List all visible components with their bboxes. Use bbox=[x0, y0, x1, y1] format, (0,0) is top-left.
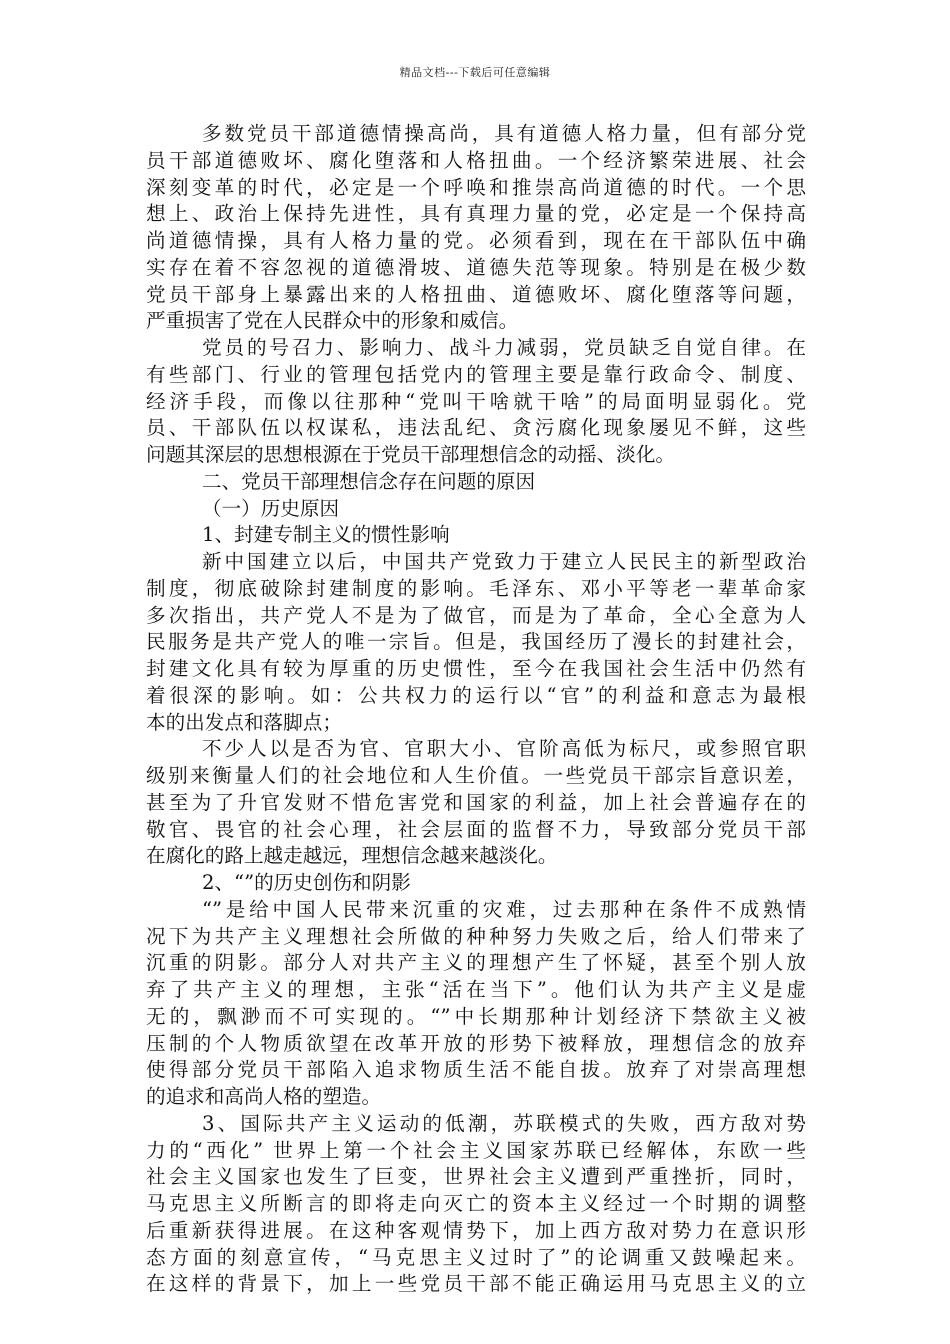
paragraph-line: 的追求和高尚人格的塑造。 bbox=[146, 1085, 382, 1108]
paragraph-first-line: 多数党员干部道德情操高尚，具有道德人格力量，但有部分党 bbox=[202, 122, 806, 145]
paragraph-first-line: 3、国际共产主义运动的低潮，苏联模式的失败，西方敌对势 bbox=[202, 1111, 806, 1135]
paragraph-line: 着很深的影响。如：公共权力的运行以“官”的利益和意志为最根 bbox=[146, 683, 806, 707]
paragraph-line: 封建文化具有较为厚重的历史惯性，至今在我国社会生活中仍然有 bbox=[146, 657, 806, 680]
paragraph-line: 问题其深层的思想根源在于党员干部理想信念的动摇、淡化。 bbox=[146, 443, 676, 466]
paragraph-line: 敬官、畏官的社会心理，社会层面的监督不力，导致部分党员干部 bbox=[146, 817, 806, 841]
paragraph-line: 力的“西化” 世界上第一个社会主义国家苏联已经解体，东欧一些 bbox=[146, 1138, 806, 1162]
paragraph-line: 民服务是共产党人的唯一宗旨。但是，我国经历了漫长的封建社会， bbox=[146, 630, 806, 654]
paragraph-line: 严重损害了党在人民群众中的形象和威信。 bbox=[146, 309, 519, 333]
paragraph-line: 在这样的背景下，加上一些党员干部不能正确运用马克思主义的立 bbox=[146, 1272, 806, 1296]
paragraph-line: 想上、政治上保持先进性，具有真理力量的党，必定是一个保持高 bbox=[146, 202, 806, 226]
paragraph-first-line: 不少人以是否为官、官职大小、官阶高低为标尺，或参照官职 bbox=[202, 737, 806, 761]
paragraph-line: 甚至为了升官发财不惜危害党和国家的利益，加上社会普遍存在的 bbox=[146, 790, 806, 814]
paragraph-first-line: （一）历史原因 bbox=[202, 496, 340, 520]
paragraph-first-line: “”是给中国人民带来沉重的灾难，过去那种在条件不成熟情 bbox=[202, 897, 806, 921]
paragraph-line: 在腐化的路上越走越远，理想信念越来越淡化。 bbox=[146, 844, 558, 868]
paragraph-line: 使得部分党员干部陷入追求物质生活不能自拔。放弃了对崇高理想 bbox=[146, 1058, 806, 1082]
paragraph-line: 本的出发点和落脚点； bbox=[146, 710, 342, 734]
paragraph-line: 沉重的阴影。部分人对共产主义的理想产生了怀疑，甚至个别人放 bbox=[146, 951, 806, 975]
paragraph-first-line: 新中国建立以后，中国共产党致力于建立人民民主的新型政治 bbox=[202, 550, 806, 573]
page-header: 精品文档---下载后可任意编辑 bbox=[399, 66, 551, 79]
paragraph-first-line: 二、党员干部理想信念存在问题的原因 bbox=[202, 469, 536, 493]
paragraph-line: 态方面的刻意宣传，“马克思主义过时了”的论调重又鼓噪起来。 bbox=[146, 1245, 806, 1269]
paragraph-line: 制度，彻底破除封建制度的影响。毛泽东、邓小平等老一辈革命家 bbox=[146, 576, 806, 600]
paragraph-first-line: 1、封建专制主义的惯性影响 bbox=[202, 523, 450, 547]
paragraph-line: 有些部门、行业的管理包括党内的管理主要是靠行政命令、制度、 bbox=[146, 362, 806, 386]
paragraph-line: 经济手段，而像以往那种“党叫干啥就干啥”的局面明显弱化。党 bbox=[146, 389, 806, 413]
paragraph-line: 社会主义国家也发生了巨变，世界社会主义遭到严重挫折，同时， bbox=[146, 1165, 806, 1189]
paragraph-line: 员干部道德败坏、腐化堕落和人格扭曲。一个经济繁荣进展、社会 bbox=[146, 148, 806, 172]
paragraph-first-line: 党员的号召力、影响力、战斗力减弱，党员缺乏自觉自律。在 bbox=[202, 336, 806, 359]
paragraph-line: 无的，飘渺而不可实现的。“”中长期那种计划经济下禁欲主义被 bbox=[146, 1004, 806, 1028]
document-body bbox=[146, 121, 806, 1298]
paragraph-line: 况下为共产主义理想社会所做的种种努力失败之后，给人们带来了 bbox=[146, 924, 806, 948]
paragraph-first-line: 2、“”的历史创伤和阴影 bbox=[202, 871, 411, 894]
paragraph-line: 员、干部队伍以权谋私，违法乱纪、贪污腐化现象屡见不鲜，这些 bbox=[146, 416, 806, 440]
paragraph-line: 深刻变革的时代，必定是一个呼唤和推崇高尚道德的时代。一个思 bbox=[146, 175, 806, 199]
paragraph-line: 弃了共产主义的理想，主张“活在当下”。他们认为共产主义是虚 bbox=[146, 978, 806, 1001]
paragraph-line: 级别来衡量人们的社会地位和人生价值。一些党员干部宗旨意识差， bbox=[146, 764, 806, 787]
paragraph-line: 多次指出，共产党人不是为了做官，而是为了革命，全心全意为人 bbox=[146, 603, 806, 627]
paragraph-line: 实存在着不容忽视的道德滑坡、道德失范等现象。特别是在极少数 bbox=[146, 255, 806, 279]
paragraph-line: 尚道德情操，具有人格力量的党。必须看到，现在在干部队伍中确 bbox=[146, 229, 806, 252]
paragraph-line: 马克思主义所断言的即将走向灭亡的资本主义经过一个时期的调整 bbox=[146, 1192, 806, 1215]
paragraph-line: 后重新获得进展。在这种客观情势下，加上西方敌对势力在意识形 bbox=[146, 1218, 806, 1242]
paragraph-line: 党员干部身上暴露出来的人格扭曲、道德败坏、腐化堕落等问题， bbox=[146, 282, 806, 306]
paragraph-line: 压制的个人物质欲望在改革开放的形势下被释放，理想信念的放弃 bbox=[146, 1031, 806, 1055]
